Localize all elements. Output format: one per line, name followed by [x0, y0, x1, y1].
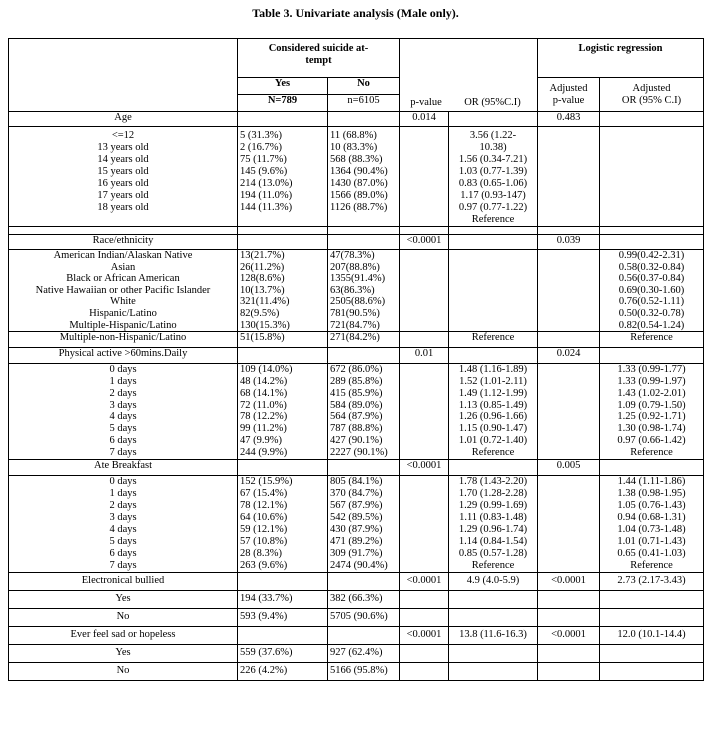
physical-yes-values: 109 (14.0%) 48 (14.2%) 68 (14.1%) 72 (11.0%) 78 (12.2%) 99 (11.2%) 47 (9.9%) 244 (9.9%)	[238, 364, 328, 459]
sad-no-no: 5166 (95.8%)	[328, 662, 400, 680]
header-blank	[9, 39, 238, 112]
physical-adj-pvalue: 0.024	[538, 348, 600, 364]
breakfast-pvalue: <0.0001	[400, 459, 449, 475]
header-considered: Considered suicide at- tempt	[238, 39, 400, 78]
breakfast-header-row	[9, 459, 704, 475]
bullied-adj-pvalue: <0.0001	[538, 572, 600, 590]
bullied-no-row	[9, 608, 704, 626]
race-last-adj-or: Reference	[600, 332, 704, 348]
bullied-pvalue: <0.0001	[400, 572, 449, 590]
bullied-yes-yes: 194 (33.7%)	[238, 590, 328, 608]
sad-or: 13.8 (11.6-16.3)	[449, 626, 538, 644]
race-pvalue: <0.0001	[400, 235, 449, 250]
header-adj-or: Adjusted OR (95% C.I)	[600, 78, 704, 112]
age-data-row	[9, 127, 704, 227]
sad-pvalue: <0.0001	[400, 626, 449, 644]
physical-labels: 0 days 1 days 2 days 3 days 4 days 5 days 6 days 7 days	[9, 364, 238, 459]
bullied-no-no: 5705 (90.6%)	[328, 608, 400, 626]
physical-pvalue: 0.01	[400, 348, 449, 364]
breakfast-no-values: 805 (84.1%) 370 (84.7%) 567 (87.9%) 542 (89.5%) 430 (87.9%) 471 (89.2%) 309 (91.7%) 2474 (90.4%)	[328, 475, 400, 572]
header-yes: Yes	[238, 78, 328, 95]
physical-or-values: 1.48 (1.16-1.89) 1.52 (1.01-2.11) 1.49 (1.12-1.99) 1.13 (0.85-1.49) 1.26 (0.96-1.66) 1.15 (0.90-1.47) 1.01 (0.72-1.40) Reference	[449, 364, 538, 459]
race-adj-or-values: 0.99(0.42-2.31) 0.58(0.32-0.84) 0.56(0.37-0.84) 0.69(0.30-1.60) 0.76(0.52-1.11) 0.50(0.32-0.78) 0.82(0.54-1.24)	[600, 250, 704, 332]
univariate-table	[8, 38, 704, 681]
age-or-values: 3.56 (1.22- 10.38) 1.56 (0.34-7.21) 1.03 (0.77-1.39) 0.83 (0.65-1.06) 1.17 (0.93-147) 0.97 (0.77-1.22) Reference	[449, 127, 538, 227]
header-univariate	[400, 39, 538, 112]
race-labels: American Indian/Alaskan Native Asian Black or African American Native Hawaiian or other Pacific Islander White Hispanic/Latino Multiple-Hispanic/Latino	[9, 250, 238, 332]
race-reference-row	[9, 332, 704, 348]
age-label: Age	[9, 112, 238, 127]
sad-no-label: No	[9, 662, 238, 680]
header-no: No	[328, 78, 400, 95]
sad-label: Ever feel sad or hopeless	[9, 626, 238, 644]
race-label: Race/ethnicity	[9, 235, 238, 250]
header-row-1	[9, 39, 704, 78]
bullied-label: Electronical bullied	[9, 572, 238, 590]
race-no-values: 47(78.3%) 207(88.8%) 1355(91.4%) 63(86.3%) 2505(88.6%) 781(90.5%) 721(84.7%)	[328, 250, 400, 332]
breakfast-yes-values: 152 (15.9%) 67 (15.4%) 78 (12.1%) 64 (10.6%) 59 (12.1%) 57 (10.8%) 28 (8.3%) 263 (9.6%)	[238, 475, 328, 572]
header-adj-p: Adjusted p-value	[538, 78, 600, 112]
age-adj-pvalue: 0.483	[538, 112, 600, 127]
race-adj-pvalue: 0.039	[538, 235, 600, 250]
race-yes-values: 13(21.7%) 26(11.2%) 128(8.6%) 10(13.7%) 321(11.4%) 82(9.5%) 130(15.3%)	[238, 250, 328, 332]
race-data-row	[9, 250, 704, 332]
bullied-yes-label: Yes	[9, 590, 238, 608]
race-last-yes: 51(15.8%)	[238, 332, 328, 348]
physical-header-row	[9, 348, 704, 364]
header-logistic: Logistic regression	[538, 39, 704, 78]
breakfast-or-values: 1.78 (1.43-2.20) 1.70 (1.28-2.28) 1.29 (0.99-1.69) 1.11 (0.83-1.48) 1.29 (0.96-1.74) 1.14 (0.84-1.54) 0.85 (0.57-1.28) Reference	[449, 475, 538, 572]
sad-yes-label: Yes	[9, 644, 238, 662]
age-header-row	[9, 112, 704, 127]
sad-adj-or: 12.0 (10.1-14.4)	[600, 626, 704, 644]
breakfast-adj-or-values: 1.44 (1.11-1.86) 1.38 (0.98-1.95) 1.05 (0.76-1.43) 0.94 (0.68-1.31) 1.04 (0.73-1.48) 1.01 (0.71-1.43) 0.65 (0.41-1.03) Reference	[600, 475, 704, 572]
bullied-yes-row	[9, 590, 704, 608]
table-title: Table 3. Univariate analysis (Male only).	[252, 6, 459, 20]
bullied-no-yes: 593 (9.4%)	[238, 608, 328, 626]
race-header-row	[9, 235, 704, 250]
age-pvalue: 0.014	[400, 112, 449, 127]
breakfast-data-row	[9, 475, 704, 572]
sad-adj-pvalue: <0.0001	[538, 626, 600, 644]
bullied-no-label: No	[9, 608, 238, 626]
header-n-no: n=6105	[328, 95, 400, 112]
sad-yes-row	[9, 644, 704, 662]
sad-no-row	[9, 662, 704, 680]
sad-yes-yes: 559 (37.6%)	[238, 644, 328, 662]
breakfast-adj-pvalue: 0.005	[538, 459, 600, 475]
physical-label: Physical active >60mins.Daily	[9, 348, 238, 364]
gap-row	[9, 227, 704, 235]
bullied-yes-no: 382 (66.3%)	[328, 590, 400, 608]
race-last-no: 271(84.2%)	[328, 332, 400, 348]
breakfast-labels: 0 days 1 days 2 days 3 days 4 days 5 days 6 days 7 days	[9, 475, 238, 572]
sad-no-yes: 226 (4.2%)	[238, 662, 328, 680]
bullied-header-row	[9, 572, 704, 590]
header-or: OR (95%C.I)	[464, 97, 521, 108]
bullied-adj-or: 2.73 (2.17-3.43)	[600, 572, 704, 590]
breakfast-label: Ate Breakfast	[9, 459, 238, 475]
race-last-or: Reference	[449, 332, 538, 348]
sad-header-row	[9, 626, 704, 644]
race-last-label: Multiple-non-Hispanic/Latino	[9, 332, 238, 348]
age-no-values: 11 (68.8%) 10 (83.3%) 568 (88.3%) 1364 (90.4%) 1430 (87.0%) 1566 (89.0%) 1126 (88.7%)	[328, 127, 400, 227]
header-n-yes: N=789	[238, 95, 328, 112]
physical-adj-or-values: 1.33 (0.99-1.77) 1.33 (0.99-1.97) 1.43 (1.02-2.01) 1.09 (0.79-1.50) 1.25 (0.92-1.71) 1.30 (0.98-1.74) 0.97 (0.66-1.42) Reference	[600, 364, 704, 459]
header-pvalue: p-value	[410, 97, 442, 108]
age-labels: <=12 13 years old 14 years old 15 years old 16 years old 17 years old 18 years old	[9, 127, 238, 227]
physical-data-row	[9, 364, 704, 459]
sad-yes-no: 927 (62.4%)	[328, 644, 400, 662]
physical-no-values: 672 (86.0%) 289 (85.8%) 415 (85.9%) 584 (89.0%) 564 (87.9%) 787 (88.8%) 427 (90.1%) 2227 (90.1%)	[328, 364, 400, 459]
age-yes-values: 5 (31.3%) 2 (16.7%) 75 (11.7%) 145 (9.6%) 214 (13.0%) 194 (11.0%) 144 (11.3%)	[238, 127, 328, 227]
bullied-or: 4.9 (4.0-5.9)	[449, 572, 538, 590]
